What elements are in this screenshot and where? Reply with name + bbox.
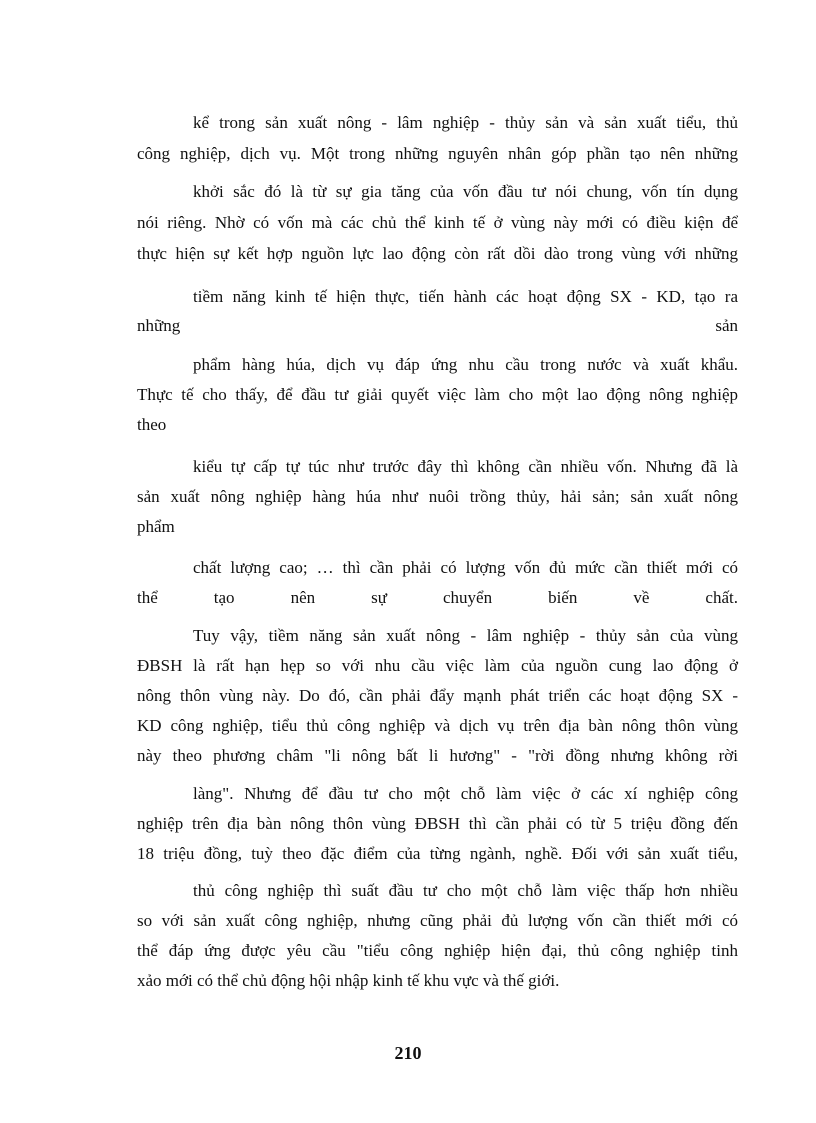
text-line: theo [137,415,167,434]
text-line: thực hiện sự kết hợp nguồn lực lao động còn rất dồi dào trong vùng với những [137,244,738,263]
text-line: nói riêng. Nhờ có vốn mà các chủ thể kinh tế ở vùng này mới có điều kiện để [137,213,738,232]
text-line: KD công nghiệp, tiểu thủ công nghiệp và dịch vụ trên địa bàn nông thôn vùng [137,716,738,735]
text-line: kiểu tự cấp tự túc như trước đây thì không cần nhiều vốn. Nhưng đã là [193,457,738,476]
text-line: phẩm hàng húa, dịch vụ đáp ứng nhu cầu trong nước và xuất khẩu. [193,355,738,374]
text-line: Thực tế cho thấy, để đầu tư giải quyết việc làm cho một lao động nông nghiệp [137,385,738,404]
text-line: kể trong sản xuất nông - lâm nghiệp - thủy sản và sản xuất tiểu, thủ [193,113,738,132]
text-line: thủ công nghiệp thì suất đầu tư cho một chỗ làm việc thấp hơn nhiều [193,881,738,900]
text-line: chất lượng cao; … thì cần phải có lượng vốn đủ mức cần thiết mới có [193,558,738,577]
text-line: 18 triệu đồng, tuỳ theo đặc điểm của từng ngành, nghề. Đối với sản xuất tiểu, [137,844,738,863]
text-line: công nghiệp, dịch vụ. Một trong những nguyên nhân góp phần tạo nên những [137,144,738,163]
text-line: khởi sắc đó là từ sự gia tăng của vốn đầu tư nói chung, vốn tín dụng [193,182,738,201]
text-line: tiềm năng kinh tế hiện thực, tiến hành các hoạt động SX - KD, tạo ra [193,287,738,306]
text-line: thể đáp ứng được yêu cầu "tiểu công nghiệp hiện đại, thủ công nghiệp tinh [137,941,738,960]
text-line: này theo phương châm "li nông bất li hương" - "rời đồng nhưng không rời [137,746,738,765]
text-line: thể tạo nên sự chuyển biến về chất. [137,588,738,607]
text-line: Tuy vậy, tiềm năng sản xuất nông - lâm nghiệp - thủy sản của vùng [193,626,738,645]
page-number: 210 [394,1043,422,1063]
text-line: xảo mới có thể chủ động hội nhập kinh tế khu vực và thế giới. [137,971,560,990]
text-line: sản xuất nông nghiệp hàng húa như nuôi trồng thủy, hải sản; sản xuất nông [137,487,738,506]
text-line: phẩm [137,517,175,536]
text-line: làng". Nhưng để đầu tư cho một chỗ làm việc ở các xí nghiệp công [193,784,738,803]
text-line: nông thôn vùng này. Do đó, cần phải đẩy mạnh phát triển các hoạt động SX - [137,686,738,705]
text-line: ĐBSH là rất hạn hẹp so với nhu cầu việc làm của nguồn cung lao động ở [137,656,738,675]
text-line: nghiệp trên địa bàn nông thôn vùng ĐBSH thì cần phải có từ 5 triệu đồng đến [137,814,738,833]
text-line: so với sản xuất công nghiệp, nhưng cũng phải đủ lượng vốn cần thiết mới có [137,911,738,930]
text-line: những sản [137,316,738,335]
